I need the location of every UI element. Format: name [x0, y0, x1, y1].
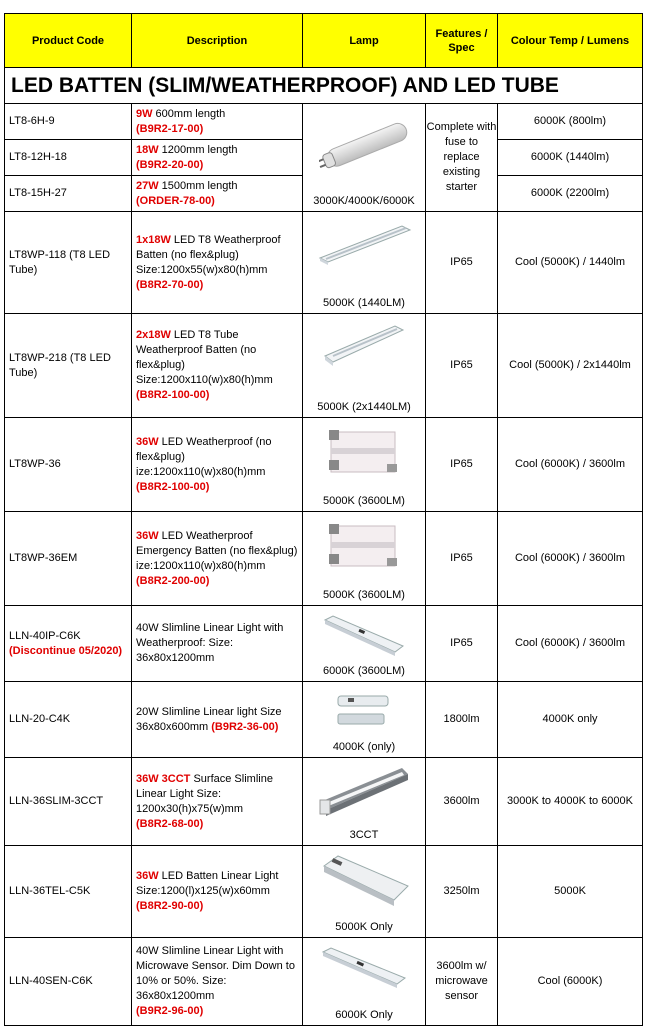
description [132, 606, 303, 682]
wattage: 36W [136, 529, 159, 542]
lamp-cell [303, 682, 426, 758]
colour-temp: 6000K (1440lm) [498, 140, 643, 176]
product-code: LLN-40SEN-C6K [5, 938, 132, 1026]
table-row [5, 418, 643, 512]
header-features: Features / Spec [426, 14, 498, 68]
table-row [5, 104, 643, 140]
product-code: LLN-36TEL-C5K [5, 846, 132, 938]
header-product-code: Product Code [5, 14, 132, 68]
description [132, 176, 303, 212]
product-code [5, 606, 132, 682]
product-code: LT8WP-118 (T8 LED Tube) [5, 212, 132, 314]
description-text: LED Weatherproof Emergency Batten (no flex&plug) ize:1200x110(w)x80(h)mm [136, 529, 298, 572]
section-title: LED BATTEN (SLIM/WEATHERPROOF) AND LED TUBE [5, 68, 643, 104]
header-row [5, 14, 643, 68]
header-lamp: Lamp [303, 14, 426, 68]
lamp-cell [303, 846, 426, 938]
features: IP65 [426, 212, 498, 314]
lamp-caption: 5000K Only [335, 921, 393, 933]
product-code: LT8-6H-9 [5, 104, 132, 140]
features: IP65 [426, 606, 498, 682]
description [132, 140, 303, 176]
features: 1800lm [426, 682, 498, 758]
description [132, 938, 303, 1026]
colour-temp: Cool (5000K) / 2x1440lm [498, 314, 643, 418]
lamp-cell [303, 606, 426, 682]
weatherproof-fitting-icon [327, 518, 401, 578]
wattage: 1x18W [136, 233, 171, 246]
colour-temp: 4000K only [498, 682, 643, 758]
header-description: Description [132, 14, 303, 68]
features: IP65 [426, 418, 498, 512]
product-code: LT8-15H-27 [5, 176, 132, 212]
lamp-caption: 3000K/4000K/6000K [313, 195, 415, 207]
lamp-caption: 5000K (1440LM) [323, 297, 405, 309]
description-text: 20W Slimline Linear light Size 36x80x600mm [136, 705, 282, 733]
wattage: 2x18W [136, 329, 171, 341]
order-code: (B8R2-100-00) [136, 480, 210, 493]
order-code: (B8R2-90-00) [136, 900, 204, 912]
colour-temp: 6000K (800lm) [498, 104, 643, 140]
lamp-caption: 5000K (2x1440LM) [317, 401, 411, 413]
description-text: Surface Slimline Linear Light Size: 1200x30(h)x75(w)mm [136, 772, 273, 815]
lamp-cell [303, 212, 426, 314]
description-text: 40W Slimline Linear Light with Weatherproof: Size: 36x80x1200mm [136, 622, 284, 664]
order-code: (B8R2-68-00) [136, 817, 204, 830]
order-code: (B8R2-70-00) [136, 278, 204, 291]
slimline-light-icon [321, 612, 407, 660]
lamp-cell [303, 314, 426, 418]
lamp-caption: 6000K Only [335, 1009, 393, 1021]
product-table [4, 13, 643, 1026]
table-row [5, 606, 643, 682]
description [132, 418, 303, 512]
product-code: LT8WP-218 (T8 LED Tube) [5, 314, 132, 418]
product-code: LLN-36SLIM-3CCT [5, 758, 132, 846]
description-text: 1200mm length [158, 143, 238, 156]
colour-temp: Cool (6000K) / 3600lm [498, 606, 643, 682]
order-code: (B8R2-200-00) [136, 574, 210, 587]
description-text: 600mm length [152, 107, 226, 120]
order-code: (B9R2-17-00) [136, 122, 204, 135]
description [132, 314, 303, 418]
wattage: 9W [136, 107, 153, 120]
features: IP65 [426, 512, 498, 606]
table-row [5, 846, 643, 938]
description [132, 846, 303, 938]
lamp-cell [303, 104, 426, 212]
weatherproof-fitting-icon [327, 424, 401, 484]
description-text: 40W Slimline Linear Light with Microwave Sensor. Dim Down to 10% or 50%. Size: 36x80x1200mm [136, 945, 295, 1002]
description-text: LED T8 Tube Weatherproof Batten (no flex&plug) Size:1200x110(w)x80(h)mm [136, 329, 273, 386]
features: Complete with fuse to replace existing starter [426, 104, 498, 212]
description-text: LED Weatherproof (no flex&plug) ize:1200x110(w)x80(h)mm [136, 435, 272, 478]
colour-temp: 5000K [498, 846, 643, 938]
colour-temp: Cool (6000K) / 3600lm [498, 418, 643, 512]
weatherproof-batten-icon [316, 218, 412, 268]
product-code-text: LLN-40IP-C6K [9, 629, 81, 642]
order-code: (B9R2-36-00) [211, 720, 279, 733]
lamp-caption: 6000K (3600LM) [323, 665, 405, 677]
batten-linear-icon [318, 852, 410, 910]
features: 3600lm w/ microwave sensor [426, 938, 498, 1026]
lamp-cell [303, 512, 426, 606]
lamp-caption: 5000K (3600LM) [323, 589, 405, 601]
description [132, 512, 303, 606]
lamp-cell [303, 938, 426, 1026]
description [132, 682, 303, 758]
description [132, 212, 303, 314]
table-row [5, 758, 643, 846]
discontinue-note: (Discontinue 05/2020) [9, 644, 123, 657]
wattage: 36W 3CCT [136, 772, 191, 785]
order-code: (B9R2-20-00) [136, 158, 204, 171]
description-text: LED T8 Weatherproof Batten (no flex&plug) Size:1200x55(w)x80(h)mm [136, 233, 281, 276]
lamp-caption: 3CCT [349, 829, 379, 841]
wattage: 36W [136, 870, 159, 882]
t8-tube-icon [319, 110, 409, 180]
lamp-cell [303, 418, 426, 512]
wattage: 27W [136, 179, 159, 192]
order-code: (B8R2-100-00) [136, 389, 210, 401]
colour-temp: Cool (6000K) / 3600lm [498, 512, 643, 606]
weatherproof-batten-icon [321, 320, 407, 372]
colour-temp: 3000K to 4000K to 6000K [498, 758, 643, 846]
colour-temp: Cool (6000K) [498, 938, 643, 1026]
colour-temp: Cool (5000K) / 1440lm [498, 212, 643, 314]
table-row [5, 682, 643, 758]
table-row [5, 512, 643, 606]
surface-slimline-icon [318, 764, 410, 826]
product-code: LT8WP-36 [5, 418, 132, 512]
lamp-cell [303, 758, 426, 846]
sensor-slimline-icon [319, 944, 409, 994]
section-row [5, 68, 643, 104]
order-code: (ORDER-78-00) [136, 194, 215, 207]
description [132, 104, 303, 140]
product-code: LLN-20-C4K [5, 682, 132, 758]
slimline-pair-icon [334, 688, 394, 740]
features: 3600lm [426, 758, 498, 846]
product-code: LT8-12H-18 [5, 140, 132, 176]
header-colour: Colour Temp / Lumens [498, 14, 643, 68]
features: IP65 [426, 314, 498, 418]
features: 3250lm [426, 846, 498, 938]
product-code: LT8WP-36EM [5, 512, 132, 606]
description-text: 1500mm length [158, 179, 238, 192]
description [132, 758, 303, 846]
wattage: 36W [136, 435, 159, 448]
order-code: (B9R2-96-00) [136, 1005, 204, 1017]
colour-temp: 6000K (2200lm) [498, 176, 643, 212]
description-text: LED Batten Linear Light Size:1200(l)x125(w)x60mm [136, 870, 279, 897]
wattage: 18W [136, 143, 159, 156]
lamp-caption: 5000K (3600LM) [323, 495, 405, 507]
table-row [5, 938, 643, 1026]
table-row [5, 212, 643, 314]
table-row [5, 314, 643, 418]
lamp-caption: 4000K (only) [332, 741, 396, 753]
